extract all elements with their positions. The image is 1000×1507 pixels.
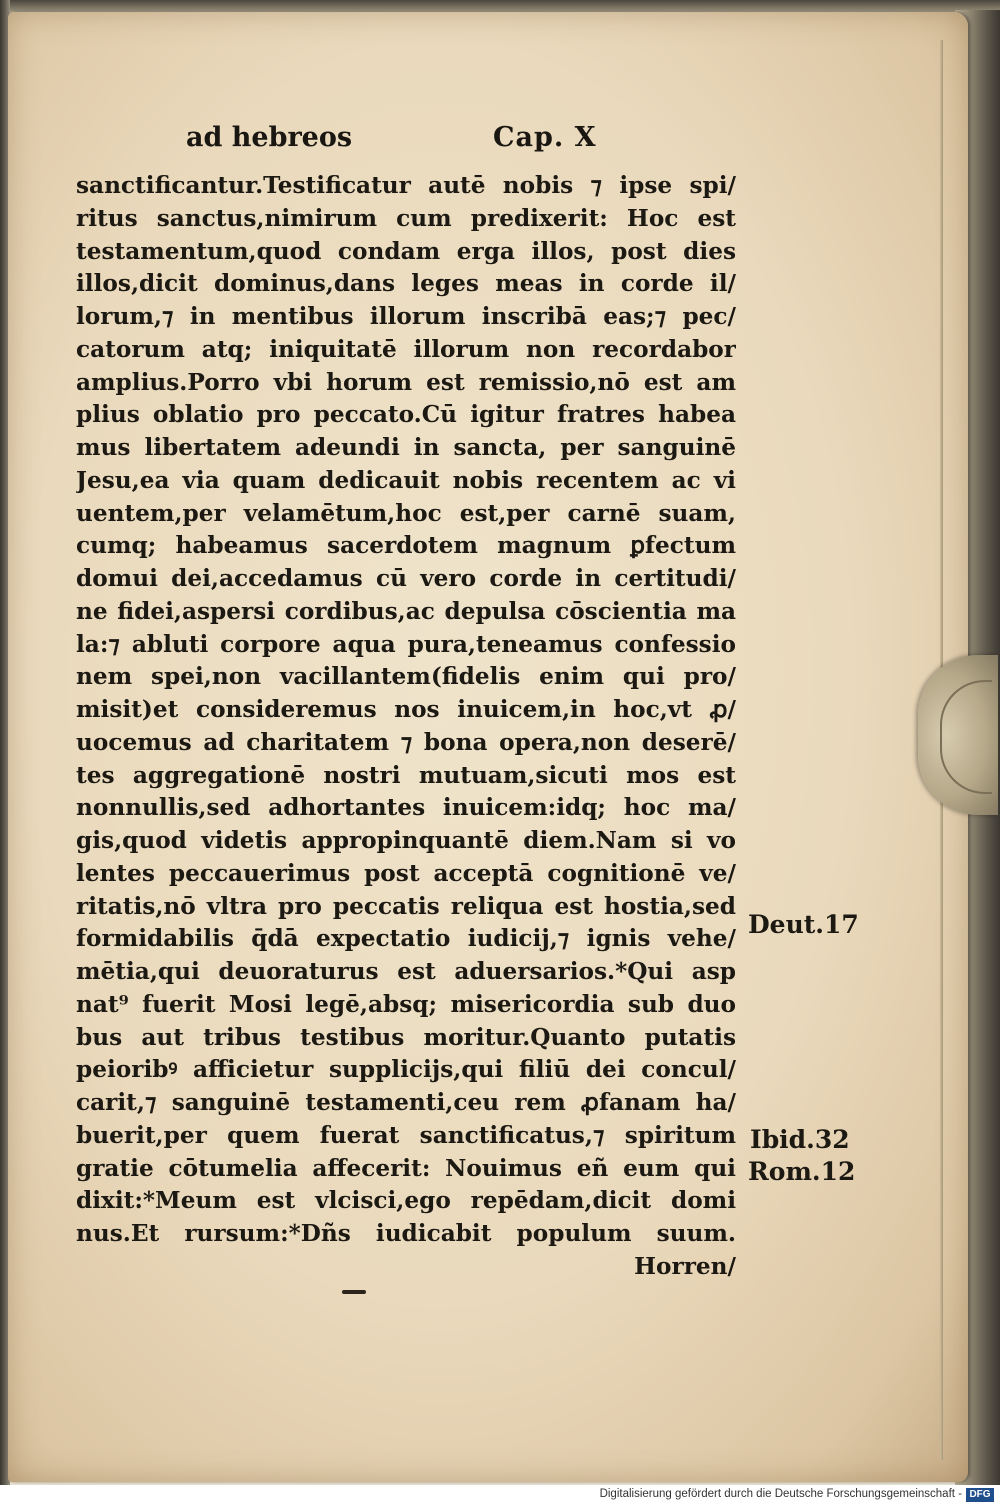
margin-note-rom: Rom.12 [748, 1157, 856, 1186]
text-line: nat⁹ fuerit Mosi legē,absq; misericordia sub duo [76, 990, 736, 1018]
text-line: Horren/ [634, 1252, 736, 1280]
text-line: domui dei,accedamus cū vero corde in certitudi/ [76, 565, 736, 592]
text-line: lorum,⁊ in mentibus illorum inscribā eas;⁊ pec/ [76, 303, 736, 330]
text-line: uentem,per velamētum,hoc est,per carnē suam, [76, 499, 736, 527]
text-line: mētia,qui deuoraturus est aduersarios.*Qui asp [76, 958, 736, 985]
text-line: gratie cōtumelia affecerit: Nouimus eñ eum qui [76, 1154, 736, 1182]
text-line: mus libertatem adeundi in sancta, per sanguinē [76, 434, 736, 461]
text-line: formidabilis q̄dā expectatio iudicij,⁊ ignis vehe/ [76, 925, 736, 953]
text-line: buerit,per quem fuerat sanctificatus,⁊ spiritum [76, 1121, 736, 1149]
page-mark-dash [342, 1290, 366, 1294]
margin-note-ibid: Ibid.32 [750, 1125, 850, 1154]
text-line: plius oblatio pro peccato.Cū igitur fratres habea [76, 401, 736, 429]
text-line: nonnullis,sed adhortantes inuicem:idq; hoc ma/ [76, 794, 736, 822]
text-line: nem spei,non vacillantem(fidelis enim qui pro/ [76, 663, 736, 691]
text-line: dixit:*Meum est vlcisci,ego repēdam,dicit domi [76, 1187, 736, 1215]
text-line: la:⁊ abluti corpore aqua pura,teneamus confessio [76, 630, 736, 658]
text-line: carit,⁊ sanguinē testamenti,ceu rem ꝓfanam ha/ [76, 1089, 736, 1116]
text-line: gis,quod videtis appropinquantē diem.Nam si vo [76, 827, 736, 854]
text-line: uocemus ad charitatem ⁊ bona opera,non deserē/ [76, 728, 736, 756]
text-line: ritus sanctus,nimirum cum predixerit: Hoc est [76, 204, 736, 232]
body-text-block [76, 170, 736, 1284]
text-line: peioribꝰ afficietur supplicijs,qui filiū dei concul/ [76, 1056, 736, 1084]
running-head: ad hebreos [186, 122, 353, 153]
text-line: lentes peccauerimus post acceptā cognitionē ve/ [76, 859, 736, 887]
text-line: sanctificantur.Testificatur autē nobis ⁊ ipse spi/ [76, 172, 736, 199]
text-line: Jesu,ea via quam dedicauit nobis recentem ac vi [76, 466, 736, 494]
text-line: misit)et consideremus nos inuicem,in hoc,vt ꝓ/ [76, 696, 736, 723]
text-line: amplius.Porro vbi horum est remissio,nō est am [76, 368, 736, 396]
text-line: illos,dicit dominus,dans leges meas in corde il/ [76, 270, 736, 298]
text-line: bus aut tribus testibus moritur.Quanto putatis [76, 1023, 736, 1051]
dfg-logo: DFG [966, 1488, 994, 1502]
text-line: cumq; habeamus sacerdotem magnum ꝑfectum [76, 532, 736, 560]
text-line: ritatis,nō vltra pro peccatis reliqua est hostia,sed [76, 892, 736, 920]
digitization-credit: Digitalisierung gefördert durch die Deutsche Forschungsgemeinschaft - [599, 1488, 962, 1500]
text-line: tes aggregationē nostri mutuam,sicuti mos est [76, 761, 736, 789]
text-line: catorum atq; iniquitatē illorum non recordabor [76, 335, 736, 363]
text-line: ne fidei,aspersi cordibus,ac depulsa cōscientia ma [76, 597, 736, 625]
text-line: nus.Et rursum:*Dñs iudicabit populum suum. [76, 1220, 736, 1247]
margin-note-deut: Deut.17 [748, 910, 859, 939]
text-line: testamentum,quod condam erga illos, post dies [76, 237, 736, 265]
chapter-heading: Cap. X [493, 122, 597, 153]
